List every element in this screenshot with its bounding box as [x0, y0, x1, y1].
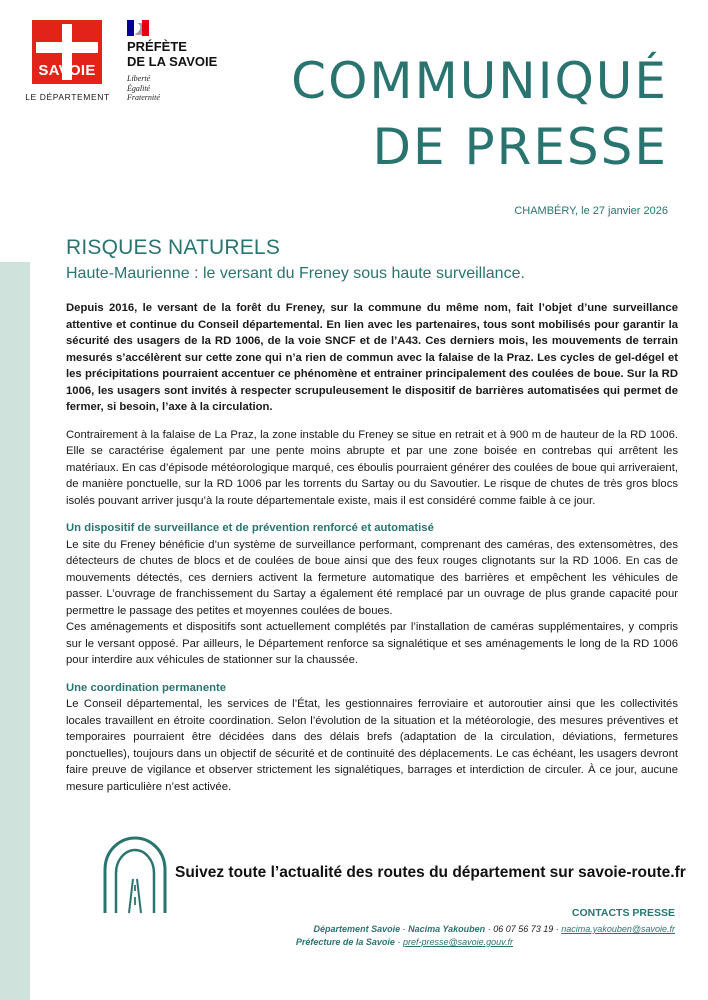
title-line2: DE PRESSE	[372, 118, 668, 176]
motto-liberte: Liberté	[127, 74, 151, 83]
contacts-title: CONTACTS PRESSE	[571, 907, 675, 919]
article-subtitle: Haute-Maurienne : le versant du Freney sous haute surveillance.	[66, 265, 525, 282]
body-paragraph: Contrairement à la falaise de La Praz, la zone instable du Freney se situe en retrait et à 900 m de hauteur de la RD 1006. Elle se caractérise également par une pente moins abrupte et par une zone boisée en contrebas qui arrêtent les matériaux. En cas d’épisode météorologique marqué, ces éboulis pourraient générer des coulées de boue qui arriveraient, de manière ponctuelle, sur la RD 1006 par les torrents du Sartay ou du Savoutier. Le risque de chutes de très gros blocs isolés pouvant arriver jusqu’à la route départementale existe, mais il est considéré comme faible à ce jour.	[66, 428, 678, 507]
side-decor-band	[0, 262, 30, 1000]
title-line1: COMMUNIQUÉ	[291, 52, 668, 110]
contact1-phone: 06 07 56 73 19	[493, 924, 554, 934]
contact1-name: Nacima Yakouben	[408, 924, 486, 934]
body-paragraph: Ces aménagements et dispositifs sont actuellement complétés par l’installation de caméras supplémentaires, y compris sur le versant opposé. Par ailleurs, le Département renforce sa signalétique et ses aménagements le long de la RD 1006 pour interdire aux véhicules de stationner sur la chaussée.	[66, 621, 678, 666]
contact2-org: Préfecture de la Savoie	[295, 937, 395, 947]
section-heading: Une coordination permanente	[66, 681, 227, 694]
motto-egalite: Égalité	[127, 83, 151, 93]
savoie-department-label: LE DÉPARTEMENT	[25, 92, 110, 102]
article-category: RISQUES NATURELS	[66, 236, 281, 259]
savoie-logo-text: SAVOIE	[38, 62, 96, 79]
follow-banner-text: Suivez toute l’actualité des routes du département sur savoie-route.fr	[175, 864, 686, 881]
contact-separator: ·	[397, 937, 401, 947]
marianne-icon	[127, 20, 149, 36]
savoie-cross-bar	[36, 42, 98, 53]
contact-separator: ·	[402, 924, 406, 934]
contact1-email-link[interactable]: nacima.yakouben@savoie.fr	[561, 924, 675, 934]
section-heading: Un dispositif de surveillance et de prévention renforcé et automatisé	[66, 522, 434, 534]
contact-separator: ·	[555, 924, 559, 934]
document-title	[291, 48, 668, 180]
prefecture-line2: DE LA SAVOIE	[127, 54, 218, 69]
dateline: CHAMBÉRY, le 27 janvier 2026	[514, 205, 668, 217]
prefecture-name	[127, 39, 217, 69]
motto-fraternite: Fraternité	[127, 93, 160, 102]
body-paragraph: Le site du Freney bénéficie d’un système de surveillance performant, comprenant des caméras, des extensomètres, des détecteurs de chutes de blocs et de coulées de boue ainsi que des feux rouges clignotants sur la RD 1006. En cas de mouvements détectés, ces derniers activent la fermeture automatique des barrières et empêchent les véhicules de passer. L’ouvrage de franchissement du Sartay a également été remplacé par un ouvrage de plus grande capacité pour permettre le passage des petites et moyennes coulées de boues.	[66, 538, 678, 617]
prefecture-line1: PRÉFÈTE	[127, 39, 187, 54]
road-tunnel-icon	[100, 835, 170, 915]
contact-prefecture	[296, 937, 513, 947]
article-body	[66, 300, 678, 795]
contact1-org: Département Savoie	[313, 924, 401, 934]
contact-departement	[314, 924, 675, 934]
republic-motto	[127, 74, 160, 103]
contact2-email-link[interactable]: pref-presse@savoie.gouv.fr	[402, 937, 513, 947]
prefecture-logo	[127, 20, 257, 110]
intro-paragraph: Depuis 2016, le versant de la forêt du Freney, sur la commune du même nom, fait l’objet d’une surveillance attentive et continue du Conseil départemental. En lien avec les partenaires, tous sont mobilisés pour garantir la sécurité des usagers de la RD 1006, de la voie SNCF et de l’A43. Ces derniers mois, les mouvements de terrain mesurés s’accélèrent sur cette zone qui n’a rien de commun avec la falaise de la Praz. Les cycles de gel-dégel et les précipitations pourraient accentuer ce phénomène et entrainer principalement des coulées de boue. Sur la RD 1006, les usagers sont invités à respecter scrupuleusement le dispositif de barrières automatisées qui permet de fermer, si besoin, l’axe à la circulation.	[66, 302, 678, 413]
body-paragraph: Le Conseil départemental, les services de l’État, les gestionnaires ferroviaire et autoroutier ainsi que les collectivités locales travaillent en étroite coordination. Selon l’évolution de la situation et la météorologie, des mesures préventives et temporaires pourraient être décidées dans des délais brefs (adaptation de la circulation, déviations, fermetures ponctuelles), toujours dans un objectif de sécurité et de continuité des déplacements. Le cas échéant, les usagers devront faire preuve de vigilance et observer strictement les signalétiques, barrages et interdiction de circuler. À ce jour, aucune mesure particulière n’est activée.	[66, 698, 678, 793]
contact-separator: ·	[487, 924, 491, 934]
